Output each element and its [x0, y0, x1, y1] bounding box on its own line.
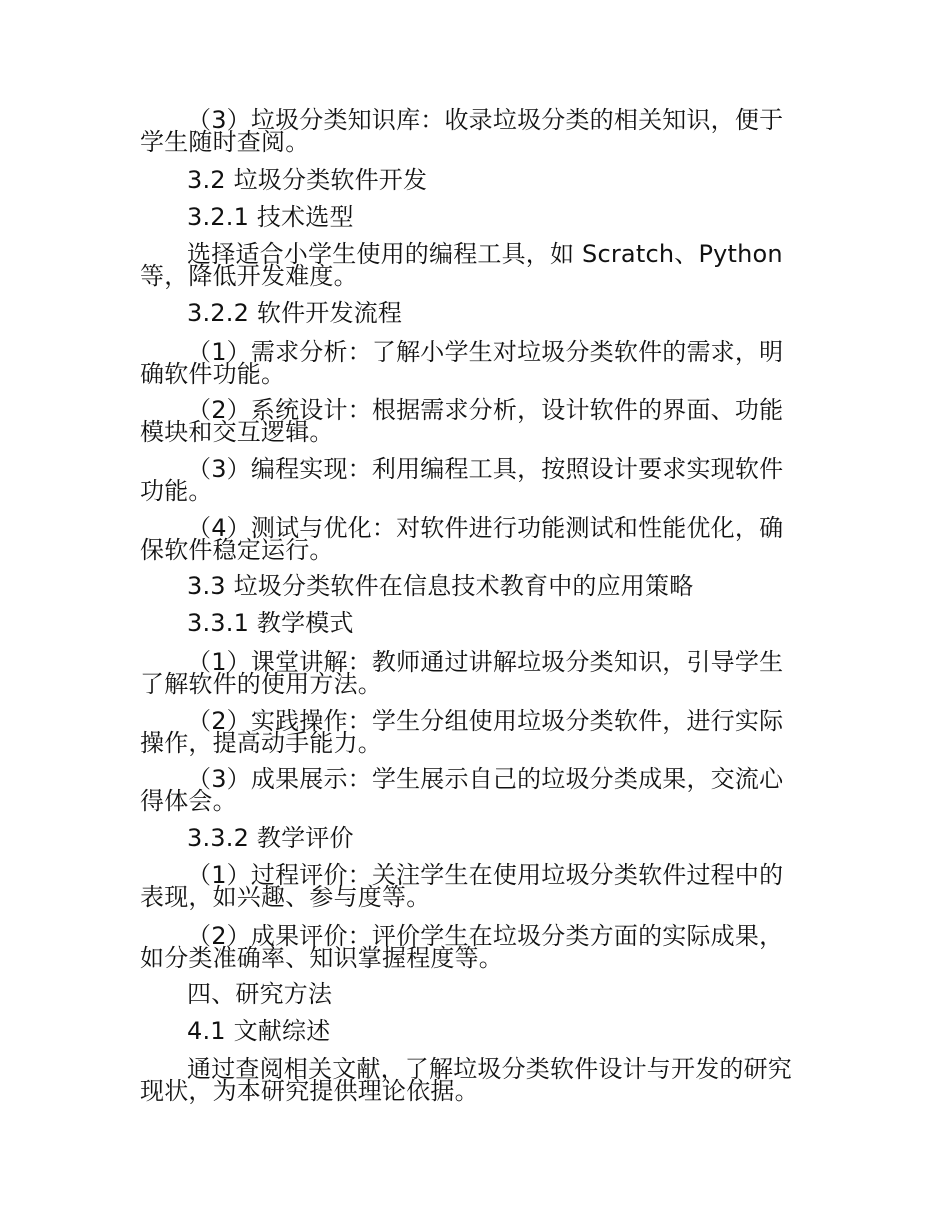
text-line: 通过查阅相关文献，了解垃圾分类软件设计与开发的研究: [187, 1055, 792, 1083]
paragraph-literature-review: [140, 1055, 810, 1105]
text-line: 保软件稳定运行。: [140, 536, 334, 564]
text-line: 操作，提高动手能力。: [140, 729, 382, 757]
text-line: 现状，为本研究提供理论依据。: [140, 1077, 479, 1105]
text-line: 表现，如兴趣、参与度等。: [140, 883, 431, 911]
heading-3-2-2: [140, 299, 810, 327]
text-line: （1）需求分析：了解小学生对垃圾分类软件的需求，明: [187, 338, 784, 366]
heading-3-3: [140, 572, 810, 600]
heading-text: 四、研究方法: [187, 980, 333, 1008]
text-line: 选择适合小学生使用的编程工具，如 Scratch、Python: [187, 240, 783, 268]
heading-text: 4.1 文献综述: [187, 1017, 331, 1045]
heading-text: 3.3.2 教学评价: [187, 824, 354, 852]
paragraph-requirement-analysis: [140, 338, 810, 388]
text-line: 得体会。: [140, 787, 237, 815]
paragraph-outcome-evaluation: [140, 922, 810, 972]
paragraph-testing: [140, 514, 810, 564]
heading-text: 3.2 垃圾分类软件开发: [187, 166, 428, 194]
text-line: 功能。: [140, 477, 213, 505]
text-line: （1）课堂讲解：教师通过讲解垃圾分类知识，引导学生: [187, 648, 784, 676]
heading-3-2-1: [140, 203, 810, 231]
text-line: （2）成果评价：评价学生在垃圾分类方面的实际成果，: [187, 922, 784, 950]
paragraph-process-evaluation: [140, 861, 810, 911]
heading-3-3-1: [140, 609, 810, 637]
heading-text: 3.2.2 软件开发流程: [187, 299, 403, 327]
paragraph-tech-selection: [140, 240, 810, 290]
heading-text: 3.3 垃圾分类软件在信息技术教育中的应用策略: [187, 572, 694, 600]
heading-4-1: [140, 1017, 810, 1045]
text-line: （1）过程评价：关注学生在使用垃圾分类软件过程中的: [187, 861, 784, 889]
paragraph-results-showcase: [140, 765, 810, 815]
text-line: 如分类准确率、知识掌握程度等。: [140, 944, 503, 972]
heading-section-4: [140, 980, 810, 1008]
text-line: （3）垃圾分类知识库：收录垃圾分类的相关知识，便于: [187, 106, 784, 134]
text-line: （4）测试与优化：对软件进行功能测试和性能优化，确: [187, 514, 784, 542]
paragraph-system-design: [140, 396, 810, 446]
heading-text: 3.3.1 教学模式: [187, 609, 354, 637]
paragraph-practice: [140, 707, 810, 757]
text-line: （2）系统设计：根据需求分析，设计软件的界面、功能: [187, 396, 784, 424]
text-line: （3）编程实现：利用编程工具，按照设计要求实现软件: [187, 455, 784, 483]
text-line: （2）实践操作：学生分组使用垃圾分类软件，进行实际: [187, 707, 784, 735]
heading-3-3-2: [140, 824, 810, 852]
heading-text: 3.2.1 技术选型: [187, 203, 354, 231]
text-line: 确软件功能。: [140, 360, 286, 388]
paragraph-knowledge-base: [140, 106, 810, 156]
paragraph-implementation: [140, 455, 810, 505]
text-line: 等，降低开发难度。: [140, 262, 358, 290]
text-line: （3）成果展示：学生展示自己的垃圾分类成果，交流心: [187, 765, 784, 793]
paragraph-classroom-lecture: [140, 648, 810, 698]
text-line: 模块和交互逻辑。: [140, 418, 334, 446]
heading-3-2: [140, 166, 810, 194]
text-line: 了解软件的使用方法。: [140, 670, 382, 698]
text-line: 学生随时查阅。: [140, 128, 310, 156]
